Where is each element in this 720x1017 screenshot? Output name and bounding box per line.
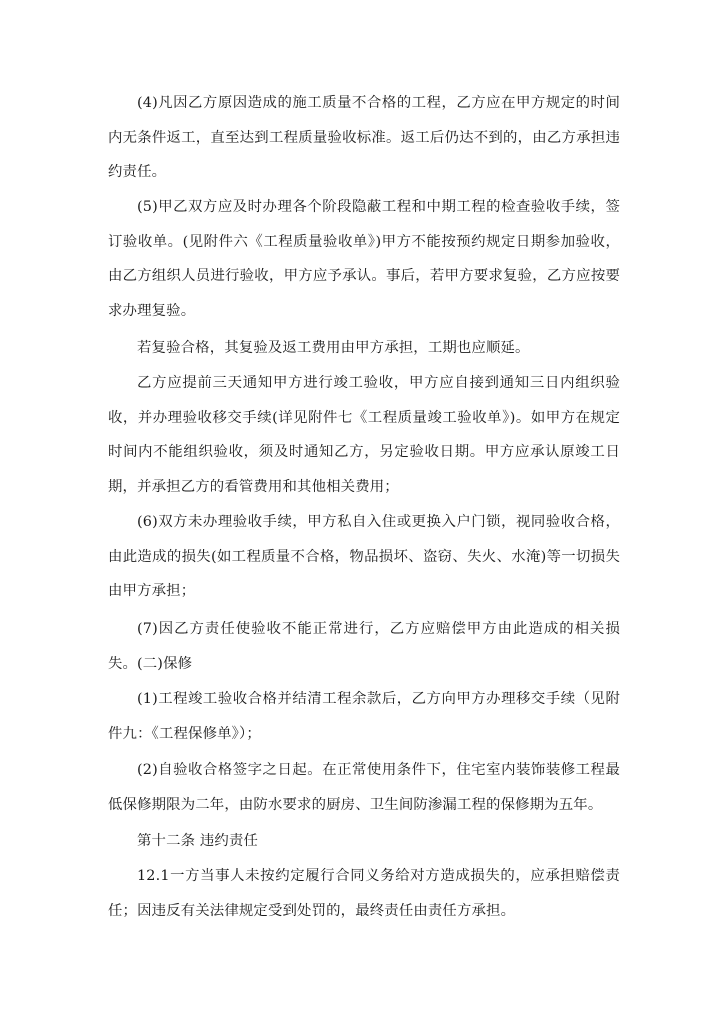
warranty-clause-1: (1)工程竣工验收合格并结清工程余款后，乙方向甲方办理移交手续（见附件九：《工程保修单》）； xyxy=(108,691,620,742)
clause-6-unaccepted-occupancy: (6)双方未办理验收手续，甲方私自入住或更换入户门锁，视同验收合格，由此造成的损失(如工程质量不合格，物品损坏、盗窃、失火、水淹)等一切损失由甲方承担； xyxy=(108,514,620,599)
clause-5-hidden-works-inspection: (5)甲乙双方应及时办理各个阶段隐蔽工程和中期工程的检查验收手续，签订验收单。(见附件六《工程质量验收单》)甲方不能按预约规定日期参加验收，由乙方组织人员进行验收，甲方应予承认。事后，若甲方要求复验，乙方应按要求办理复验。 xyxy=(108,199,620,319)
clause-4-rework: (4)凡因乙方原因造成的施工质量不合格的工程，乙方应在甲方规定的时间内无条件返工，直至达到工程质量验收标准。返工后仍达不到的，由乙方承担违约责任。 xyxy=(108,95,620,180)
section-heading-warranty: (二)保修 xyxy=(137,656,193,672)
reinspection-cost-paragraph: 若复验合格，其复验及返工费用由甲方承担，工期也应顺延。 xyxy=(137,340,530,356)
clause-7-compensation: (7)因乙方责任使验收不能正常进行，乙方应赔偿甲方由此造成的相关损失。 xyxy=(108,621,620,672)
warranty-clause-2: (2)自验收合格签字之日起。在正常使用条件下，住宅室内装饰装修工程最低保修期限为二年，由防水要求的厨房、卫生间防渗漏工程的保修期为五年。 xyxy=(108,762,620,813)
completion-acceptance-paragraph: 乙方应提前三天通知甲方进行竣工验收，甲方应自接到通知三日内组织验收，并办理验收移交手续(详见附件七《工程质量竣工验收单》)。如甲方在规定时间内不能组织验收，须及时通知乙方，另定验收日期。甲方应承认原竣工日期，并承担乙方的看管费用和其他相关费用； xyxy=(108,375,620,495)
clause-12-1: 12.1一方当事人未按约定履行合同义务给对方造成损失的，应承担赔偿责任；因违反有关法律规定受到处罚的，最终责任由责任方承担。 xyxy=(108,868,620,919)
article-12-heading: 第十二条 违约责任 xyxy=(137,833,259,849)
